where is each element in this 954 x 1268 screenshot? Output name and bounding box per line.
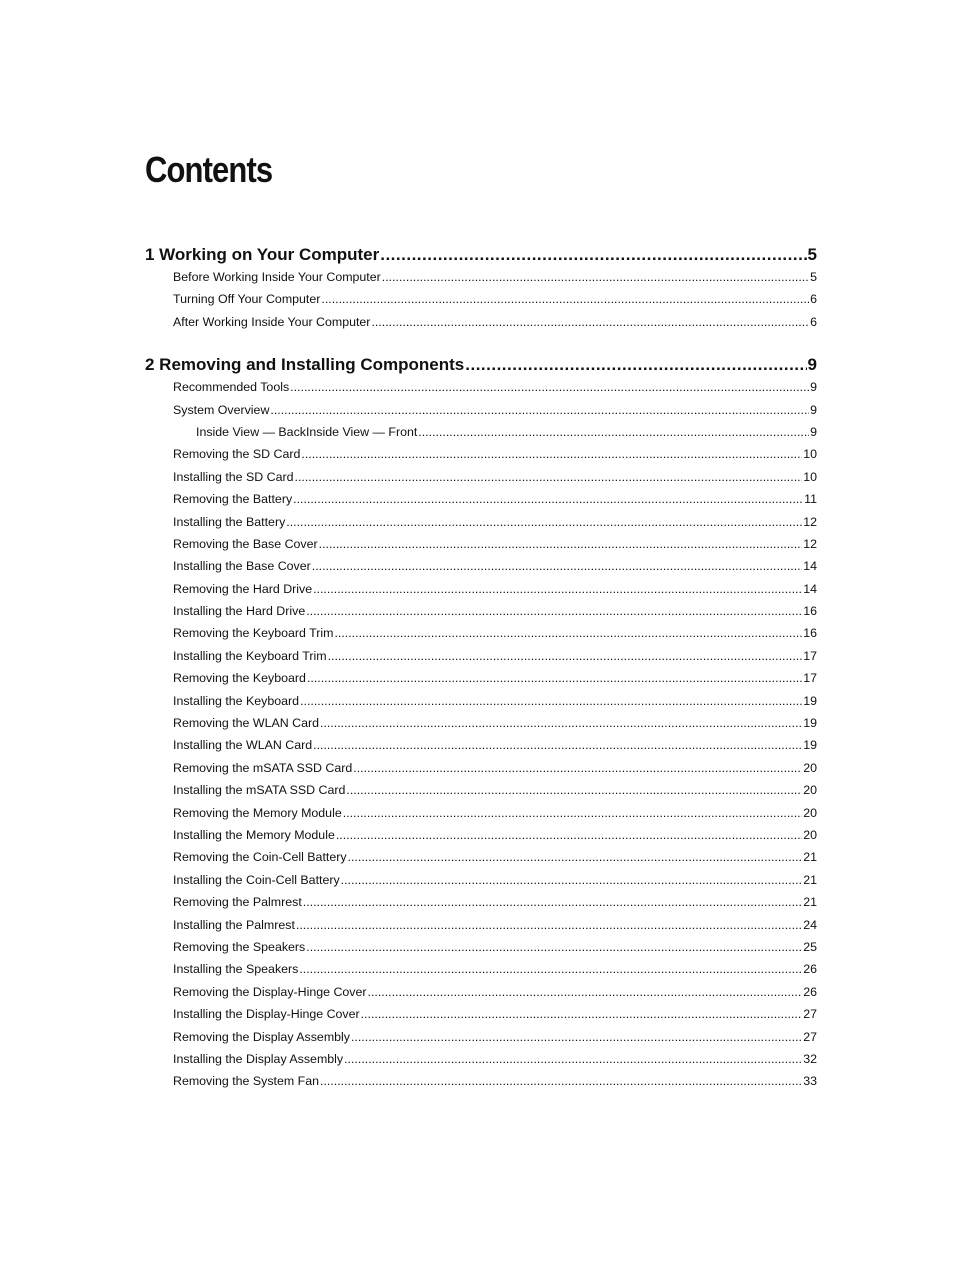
dot-leader bbox=[353, 757, 802, 779]
dot-leader bbox=[286, 511, 802, 533]
dot-leader bbox=[334, 622, 802, 644]
dot-leader bbox=[341, 869, 803, 891]
toc-entry[interactable] bbox=[145, 1026, 817, 1048]
toc-page-number: 27 bbox=[803, 1003, 817, 1025]
toc-entry[interactable] bbox=[145, 1003, 817, 1025]
toc-page-number: 26 bbox=[803, 981, 817, 1003]
toc-entry[interactable] bbox=[145, 466, 817, 488]
dot-leader bbox=[303, 891, 802, 913]
toc-entry[interactable] bbox=[145, 600, 817, 622]
dot-leader bbox=[306, 600, 802, 622]
dot-leader bbox=[313, 578, 802, 600]
toc-entry[interactable] bbox=[145, 399, 817, 421]
toc-entry[interactable] bbox=[145, 690, 817, 712]
toc-page-number: 12 bbox=[803, 533, 817, 555]
dot-leader bbox=[351, 1026, 802, 1048]
dot-leader bbox=[348, 846, 803, 868]
toc-entry-label: Installing the mSATA SSD Card bbox=[173, 779, 345, 801]
dot-leader bbox=[320, 712, 802, 734]
toc-page-number: 17 bbox=[803, 667, 817, 689]
toc-entry-label: Installing the Battery bbox=[173, 511, 285, 533]
toc-page-number: 9 bbox=[810, 376, 817, 398]
toc-page-number: 19 bbox=[803, 690, 817, 712]
toc-entry[interactable] bbox=[145, 712, 817, 734]
toc-entry-label: Recommended Tools bbox=[173, 376, 289, 398]
toc-page-number: 16 bbox=[803, 622, 817, 644]
toc-entry[interactable] bbox=[145, 622, 817, 644]
toc-entry-label: Removing the Battery bbox=[173, 488, 292, 510]
toc-entry[interactable] bbox=[145, 311, 817, 333]
toc-entry[interactable] bbox=[145, 488, 817, 510]
toc-page-number: 19 bbox=[803, 712, 817, 734]
toc-page-number: 12 bbox=[803, 511, 817, 533]
toc-entry[interactable] bbox=[145, 869, 817, 891]
toc-chapter-heading[interactable] bbox=[145, 354, 817, 376]
toc-entry-label: Removing the Keyboard bbox=[173, 667, 306, 689]
toc-page-number: 32 bbox=[803, 1048, 817, 1070]
dot-leader bbox=[312, 555, 802, 577]
toc-entry-label: Installing the Keyboard bbox=[173, 690, 299, 712]
page-title: Contents bbox=[145, 149, 273, 190]
toc-entry[interactable] bbox=[145, 511, 817, 533]
toc-entry[interactable] bbox=[145, 891, 817, 913]
dot-leader bbox=[299, 958, 802, 980]
toc-entry[interactable] bbox=[145, 667, 817, 689]
dot-leader bbox=[336, 824, 802, 846]
toc-entry-label: Installing the Display Assembly bbox=[173, 1048, 343, 1070]
toc-entry-label: Installing the Hard Drive bbox=[173, 600, 305, 622]
toc-entry-label: Removing the Hard Drive bbox=[173, 578, 312, 600]
toc-entry-label: Removing the Speakers bbox=[173, 936, 305, 958]
dot-leader bbox=[343, 802, 802, 824]
toc-entry-label: Installing the SD Card bbox=[173, 466, 294, 488]
toc-page-number: 9 bbox=[810, 421, 817, 443]
toc-entry[interactable] bbox=[145, 936, 817, 958]
toc-entry[interactable] bbox=[145, 266, 817, 288]
toc-page-number: 14 bbox=[803, 555, 817, 577]
dot-leader bbox=[290, 376, 809, 398]
toc-entry[interactable] bbox=[145, 288, 817, 310]
toc-page-number: 14 bbox=[803, 578, 817, 600]
toc-entry-label: Removing the mSATA SSD Card bbox=[173, 757, 352, 779]
toc-entry[interactable] bbox=[145, 533, 817, 555]
toc-entry-label: Removing the Coin-Cell Battery bbox=[173, 846, 347, 868]
toc-page-number: 6 bbox=[810, 311, 817, 333]
toc-entry-label: Installing the Coin-Cell Battery bbox=[173, 869, 340, 891]
dot-leader bbox=[361, 1003, 803, 1025]
toc-chapter-heading[interactable] bbox=[145, 244, 817, 266]
dot-leader bbox=[306, 936, 802, 958]
dot-leader bbox=[301, 443, 802, 465]
dot-leader bbox=[380, 244, 806, 266]
toc-page-number: 9 bbox=[810, 399, 817, 421]
toc-page-number: 20 bbox=[803, 779, 817, 801]
toc-entry-label: Installing the Palmrest bbox=[173, 914, 295, 936]
toc-entry-label: Inside View — BackInside View — Front bbox=[196, 421, 417, 443]
toc-entry-label: Removing the Memory Module bbox=[173, 802, 342, 824]
toc-page-number: 17 bbox=[803, 645, 817, 667]
dot-leader bbox=[300, 690, 802, 712]
toc-entry[interactable] bbox=[145, 757, 817, 779]
toc-page-number: 20 bbox=[803, 802, 817, 824]
dot-leader bbox=[371, 311, 809, 333]
toc-page-number: 27 bbox=[803, 1026, 817, 1048]
toc-page-number: 21 bbox=[803, 846, 817, 868]
dot-leader bbox=[270, 399, 809, 421]
toc-page-number: 11 bbox=[804, 488, 817, 510]
toc-entry-label: Installing the Base Cover bbox=[173, 555, 311, 577]
toc-entry[interactable] bbox=[145, 824, 817, 846]
toc-chapter-2 bbox=[145, 354, 817, 1093]
toc-page-number: 6 bbox=[810, 288, 817, 310]
toc-chapter-1 bbox=[145, 244, 817, 333]
dot-leader bbox=[295, 466, 803, 488]
toc-chapter-label: 1 Working on Your Computer bbox=[145, 245, 380, 264]
toc-page-number: 19 bbox=[803, 734, 817, 756]
toc-entry-label: Removing the WLAN Card bbox=[173, 712, 319, 734]
toc-entry[interactable] bbox=[145, 779, 817, 801]
toc-subentry[interactable] bbox=[145, 421, 817, 443]
dot-leader bbox=[313, 734, 802, 756]
toc-entry[interactable] bbox=[145, 846, 817, 868]
toc-chapter-label: 2 Removing and Installing Components bbox=[145, 355, 465, 375]
toc-entry[interactable] bbox=[145, 1070, 817, 1092]
toc-entry-label: Removing the Palmrest bbox=[173, 891, 302, 913]
dot-leader bbox=[346, 779, 802, 801]
toc-entry[interactable] bbox=[145, 958, 817, 980]
table-of-contents bbox=[145, 244, 817, 1093]
toc-entry[interactable] bbox=[145, 914, 817, 936]
toc-entry[interactable] bbox=[145, 1048, 817, 1070]
toc-entry-label: Removing the System Fan bbox=[173, 1070, 319, 1092]
dot-leader bbox=[320, 1070, 802, 1092]
toc-page-number: 10 bbox=[803, 466, 817, 488]
toc-page-number: 33 bbox=[803, 1070, 817, 1092]
toc-entry-label: Removing the Display Assembly bbox=[173, 1026, 350, 1048]
toc-entry-label: Removing the SD Card bbox=[173, 443, 300, 465]
toc-entry-label: Before Working Inside Your Computer bbox=[173, 266, 381, 288]
toc-page-number: 26 bbox=[803, 958, 817, 980]
dot-leader bbox=[328, 645, 803, 667]
dot-leader bbox=[293, 488, 803, 510]
toc-entry[interactable] bbox=[145, 645, 817, 667]
toc-page-number: 5 bbox=[807, 245, 817, 264]
dot-leader bbox=[465, 354, 806, 376]
toc-entry-label: Removing the Keyboard Trim bbox=[173, 622, 333, 644]
dot-leader bbox=[321, 288, 809, 310]
dot-leader bbox=[344, 1048, 802, 1070]
toc-page-number: 9 bbox=[807, 355, 817, 375]
toc-entry[interactable] bbox=[145, 578, 817, 600]
dot-leader bbox=[418, 421, 809, 443]
dot-leader bbox=[382, 266, 809, 288]
toc-page-number: 20 bbox=[803, 824, 817, 846]
toc-page-number: 10 bbox=[803, 443, 817, 465]
toc-page-number: 16 bbox=[803, 600, 817, 622]
toc-entry-label: After Working Inside Your Computer bbox=[173, 311, 370, 333]
toc-entry[interactable] bbox=[145, 376, 817, 398]
toc-entry-label: Turning Off Your Computer bbox=[173, 288, 320, 310]
dot-leader bbox=[307, 667, 802, 689]
dot-leader bbox=[319, 533, 803, 555]
toc-entry[interactable] bbox=[145, 734, 817, 756]
toc-entry[interactable] bbox=[145, 802, 817, 824]
toc-entry-label: Removing the Base Cover bbox=[173, 533, 318, 555]
toc-entry[interactable] bbox=[145, 555, 817, 577]
toc-page-number: 25 bbox=[803, 936, 817, 958]
toc-page-number: 20 bbox=[803, 757, 817, 779]
toc-entry-label: Installing the Keyboard Trim bbox=[173, 645, 327, 667]
toc-page-number: 5 bbox=[810, 266, 817, 288]
toc-entry-label: Installing the Memory Module bbox=[173, 824, 335, 846]
toc-entry-label: Installing the Speakers bbox=[173, 958, 298, 980]
toc-entry[interactable] bbox=[145, 981, 817, 1003]
toc-entry-label: Installing the WLAN Card bbox=[173, 734, 312, 756]
dot-leader bbox=[368, 981, 803, 1003]
toc-entry[interactable] bbox=[145, 443, 817, 465]
toc-entry-label: Removing the Display-Hinge Cover bbox=[173, 981, 367, 1003]
toc-page-number: 21 bbox=[803, 891, 817, 913]
toc-entry-label: Installing the Display-Hinge Cover bbox=[173, 1003, 360, 1025]
toc-page-number: 24 bbox=[803, 914, 817, 936]
dot-leader bbox=[296, 914, 802, 936]
toc-page-number: 21 bbox=[803, 869, 817, 891]
toc-entry-label: System Overview bbox=[173, 399, 269, 421]
